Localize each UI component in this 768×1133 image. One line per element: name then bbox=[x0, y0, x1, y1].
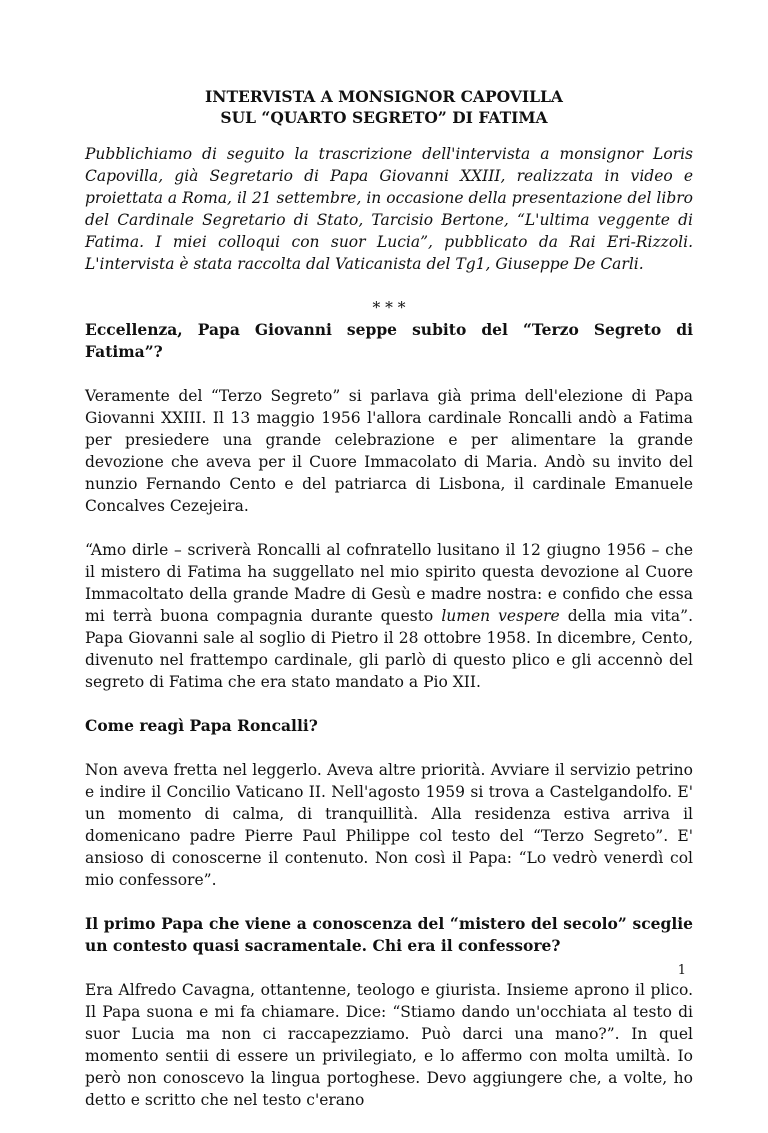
intro-paragraph: Pubblichiamo di seguito la trascrizione dell'intervista a monsignor Loris Capovilla, già Segretario di Papa Giovanni XXIII, realizzata in video e proiettata a Roma, il 21 settembre, in occasione della presentazione del libro del Cardinale Segretario di Stato, Tarcisio Bertone, “L'ultima veggente di Fatima. I miei colloqui con suor Lucia”, pubblicato da Rai Eri-Rizzoli. L'intervista è stata raccolta dal Vaticanista del Tg1, Giuseppe De Carli. bbox=[85, 145, 693, 273]
page-number: 1 bbox=[677, 963, 686, 978]
answer-1b-text-end: della mia vita”. Papa Giovanni sale al soglio di Pietro il 28 ottobre 1958. In dicembre, Cento, divenuto nel frattempo cardinale, gli parlò di questo plico e gli accennò del segreto di Fatima che era stato mandato a Pio XII. bbox=[85, 607, 693, 691]
question-3: Il primo Papa che viene a conoscenza del “mistero del secolo” sceglie un contesto quasi sacramentale. Chi era il confessore? bbox=[85, 914, 693, 955]
document-body bbox=[85, 143, 693, 1133]
answer-1-continued bbox=[85, 539, 693, 693]
latin-phrase: lumen vespere bbox=[441, 607, 560, 625]
title-line-1: INTERVISTA A MONSIGNOR CAPOVILLA bbox=[205, 87, 563, 106]
title-line-2: SUL “QUARTO SEGRETO” DI FATIMA bbox=[220, 108, 548, 127]
document-title bbox=[60, 86, 708, 128]
question-2: Come reagì Papa Roncalli? bbox=[85, 716, 318, 735]
answer-3: Era Alfredo Cavagna, ottantenne, teologo e giurista. Insieme aprono il plico. Il Papa suona e mi fa chiamare. Dice: “Stiamo dando un'occhiata al testo di suor Lucia ma non ci raccapezziamo. Può darci una mano?”. In quel momento sentii di essere un privilegiato, e lo affermo con molta umiltà. Io però non conoscevo la lingua portoghese. Devo aggiungere che, a volte, ho detto e scritto che nel testo c'erano bbox=[85, 981, 693, 1109]
section-separator: * * * bbox=[372, 299, 406, 317]
answer-1: Veramente del “Terzo Segreto” si parlava già prima dell'elezione di Papa Giovanni XXIII. Il 13 maggio 1956 l'allora cardinale Roncalli andò a Fatima per presiedere una grande celebrazione e per alimentare la grande devozione che aveva per il Cuore Immacolato di Maria. Andò su invito del nunzio Fernando Cento e del patriarca di Lisbona, il cardinale Emanuele Concalves Cezejeira. bbox=[85, 387, 693, 515]
question-1: Eccellenza, Papa Giovanni seppe subito del “Terzo Segreto di Fatima”? bbox=[85, 320, 693, 361]
answer-2: Non aveva fretta nel leggerlo. Aveva altre priorità. Avviare il servizio petrino e indire il Concilio Vaticano II. Nell'agosto 1959 si trova a Castelgandolfo. E' un momento di calma, di tranquillità. Alla residenza estiva arriva il domenicano padre Pierre Paul Philippe col testo del “Terzo Segreto”. E' ansioso di conoscerne il contenuto. Non così il Papa: “Lo vedrò venerdì col mio confessore”. bbox=[85, 761, 693, 889]
answer-1b-text: “Amo dirle – scriverà Roncalli al cofnratello lusitano il 12 giugno 1956 – che il mistero di Fatima ha suggellato nel mio spirito questa devozione al Cuore Immacoltato della grande Madre di Gesù e madre nostra: e confido che essa mi terrà buona compagnia durante questo bbox=[85, 541, 693, 625]
